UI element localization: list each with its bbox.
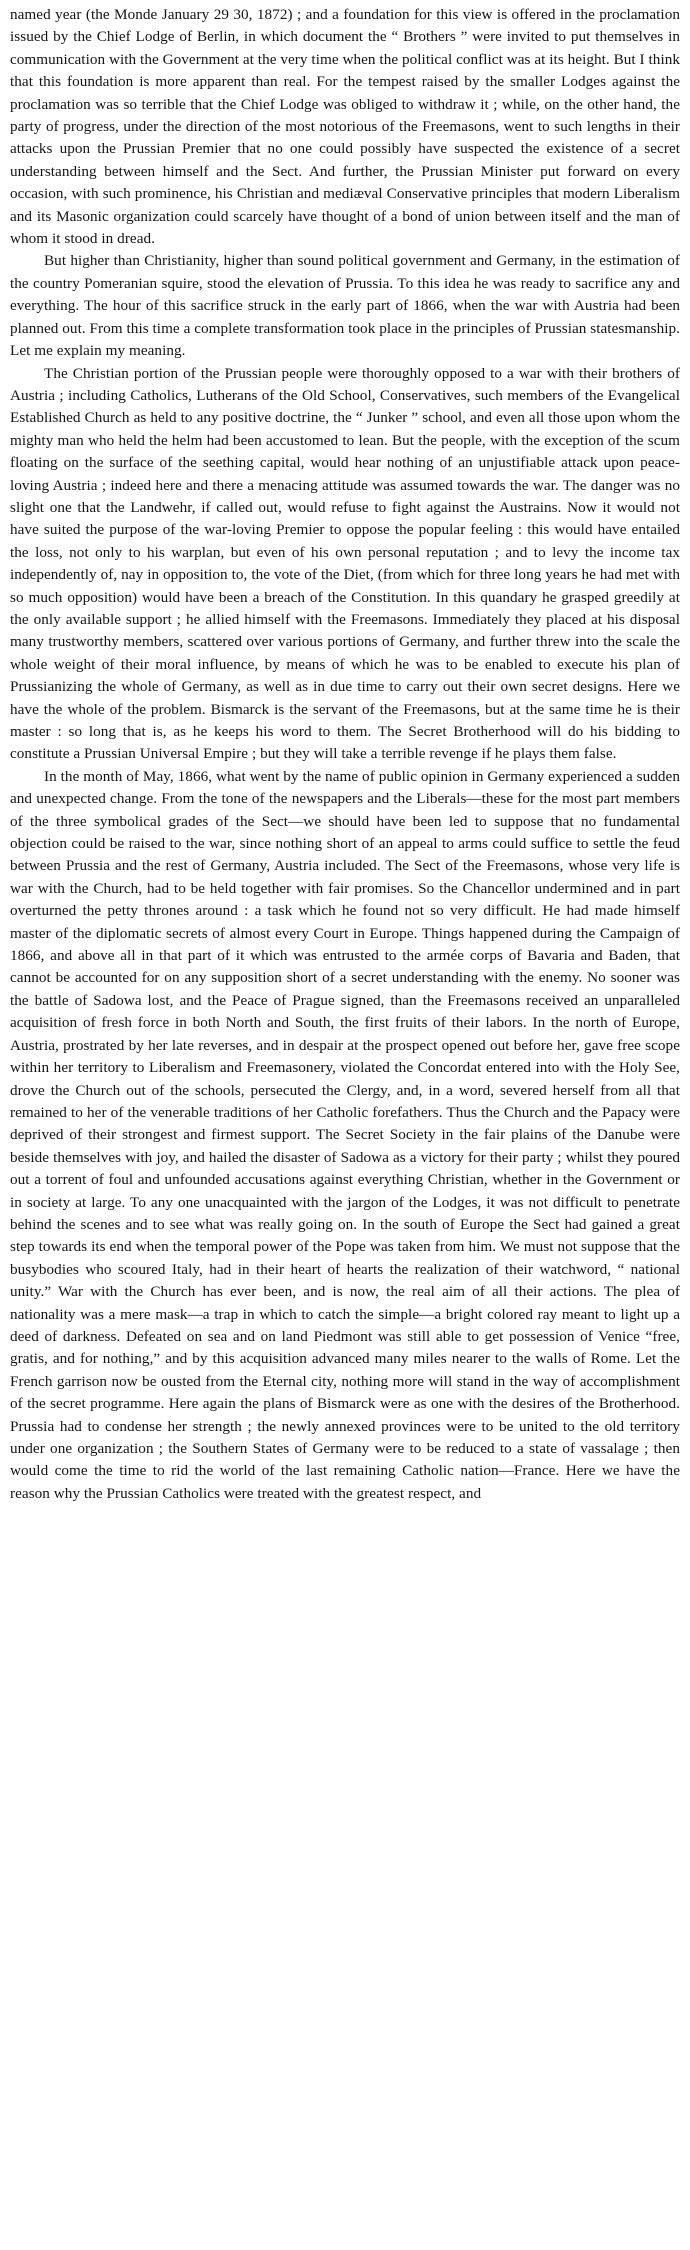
paragraph-may-1866: In the month of May, 1866, what went by the name of public opinion in Germany experienced a sudden and unexpected change. From the tone of the newspapers and the Liberals—these for the most part members of the three symbolical grades of the Sect—we should have been led to suppose that no fundamental objection could be raised to the war, since nothing short of an appeal to arms could suffice to settle the feud between Prussia and the rest of Germany, Austria included. The Sect of the Freemasons, whose very life is war with the Church, had to be held together with fair promises. So the Chancellor undermined and in part overturned the petty thrones around : a task which he found not so very difficult. He had made himself master of the diplomatic secrets of almost every Court in Europe. Things happened during the Campaign of 1866, and above all in that part of it which was entrusted to the armée corps of Bavaria and Baden, that cannot be accounted for on any supposition short of a secret understanding with the enemy. No sooner was the battle of Sadowa lost, and the Peace of Prague signed, than the Freemasons received an unparalleled acquisition of fresh force in both North and South, the first fruits of their labors. In the north of Europe, Austria, prostrated by her late reverses, and in despair at the prospect opened out before her, gave free scope within her territory to Liberalism and Freemasonery, violated the Concordat entered into with the Holy See, drove the Church out of the schools, persecuted the Clergy, and, in a word, severed herself from all that remained to her of the venerable traditions of her Catholic forefathers. Thus the Church and the Papacy were deprived of their strongest and firmest support. The Secret Society in the fair plains of the Danube were beside themselves with joy, and hailed the disaster of Sadowa as a victory for their party ; whilst they poured out a torrent of foul and unfounded accusations against everything Christian, whether in the Government or in society at large. To any one unacquainted with the jargon of the Lodges, it was not difficult to penetrate behind the scenes and to see what was really going on. In the south of Europe the Sect had gained a great step towards its end when the temporal power of the Pope was taken from him. We must not suppose that the busybodies who scoured Italy, had in their heart of hearts the realization of their watchword, “ national unity.” War with the Church has ever been, and is now, the real aim of all their actions. The plea of nationality was a mere mask—a trap in which to catch the simple—a bright colored ray meant to light up a deed of darkness. Defeated on sea and on land Piedmont was still able to get possession of Venice “free, gratis, and for nothing,” and by this acquisition advanced many miles nearer to the walls of Rome. Let the French garrison now be ousted from the Eternal city, nothing more will stand in the way of accomplishment of the secret programme. Here again the plans of Bismarck were as one with the desires of the Brotherhood. Prussia had to condense her strength ; the newly annexed provinces were to be united to the old territory under one organization ; the Southern States of Germany were to be reduced to a state of vassalage ; then would come the time to rid the world of the last remaining Catholic nation—France. Here we have the reason why the Prussian Catholics were treated with the greatest respect, and — [10, 767, 680, 1502]
paragraph-christian-portion: The Christian portion of the Prussian people were thoroughly opposed to a war with their brothers of Austria ; including Catholics, Lutherans of the Old School, Conservatives, such members of the Evangelical Established Church as held to any positive doctrine, the “ Junker ” school, and even all those upon whom the mighty man who held the helm had been accustomed to lean. But the people, with the exception of the scum floating on the surface of the seething capital, would hear nothing of an unjustifiable attack upon peace-loving Austria ; indeed here and there a menacing attitude was assumed towards the war. The danger was no slight one that the Landwehr, if called out, would refuse to fight against the Austrains. Now it would not have suited the purpose of the war-loving Premier to oppose the popular feeling : this would have entailed the loss, not only to his warplan, but even of his own personal reputation ; and to levy the income tax independently of, nay in opposition to, the vote of the Diet, (from which for three long years he had met with so much opposition) would have been a breach of the Constitution. In this quandary he grasped greedily at the only available support ; he allied himself with the Freemasons. Immediately they placed at his disposal many trustworthy members, scattered over various portions of Germany, and further threw into the scale the whole weight of their moral influence, by means of which he was to be enabled to execute his plan of Prussianizing the whole of Germany, as well as in due time to carry out their own secret designs. Here we have the whole of the problem. Bismarck is the servant of the Freemasons, but at the same time he is their master : so long that is, as he keeps his word to them. The Secret Brotherhood will do his bidding to constitute a Prussian Universal Empire ; but they will take a terrible revenge if he plays them false. — [10, 364, 680, 763]
paragraph-continued: named year (the Monde January 29 30, 1872) ; and a foundation for this view is offered in the proclamation issued by the Chief Lodge of Berlin, in which document the “ Brothers ” were invited to put themselves in communication with the Government at the very time when the political conflict was at its height. But I think that this foundation is more apparent than real. For the tempest raised by the smaller Lodges against the proclamation was so terrible that the Chief Lodge was obliged to withdraw it ; while, on the other hand, the party of progress, under the direction of the most notorious of the Freemasons, went to such lengths in their attacks upon the Prussian Premier that no one could possibly have suspected the existence of a secret understanding between himself and the Sect. And further, the Prussian Minister put forward on every occasion, with such prominence, his Christian and mediæval Conservative principles that modern Liberalism and its Masonic organization could scarcely have thought of a bond of union between itself and the man of whom it stood in dread. — [10, 6, 680, 248]
article-column — [10, 4, 680, 1505]
paragraph-elevation-of-prussia: But higher than Christianity, higher than sound political government and Germany, in the estimation of the country Pomeranian squire, stood the elevation of Prussia. To this idea he was ready to sacrifice any and everything. The hour of this sacrifice struck in the early part of 1866, when the war with Austria had been planned out. From this time a complete transformation took place in the principles of Prussian statesmanship. Let me explain my meaning. — [10, 252, 680, 360]
